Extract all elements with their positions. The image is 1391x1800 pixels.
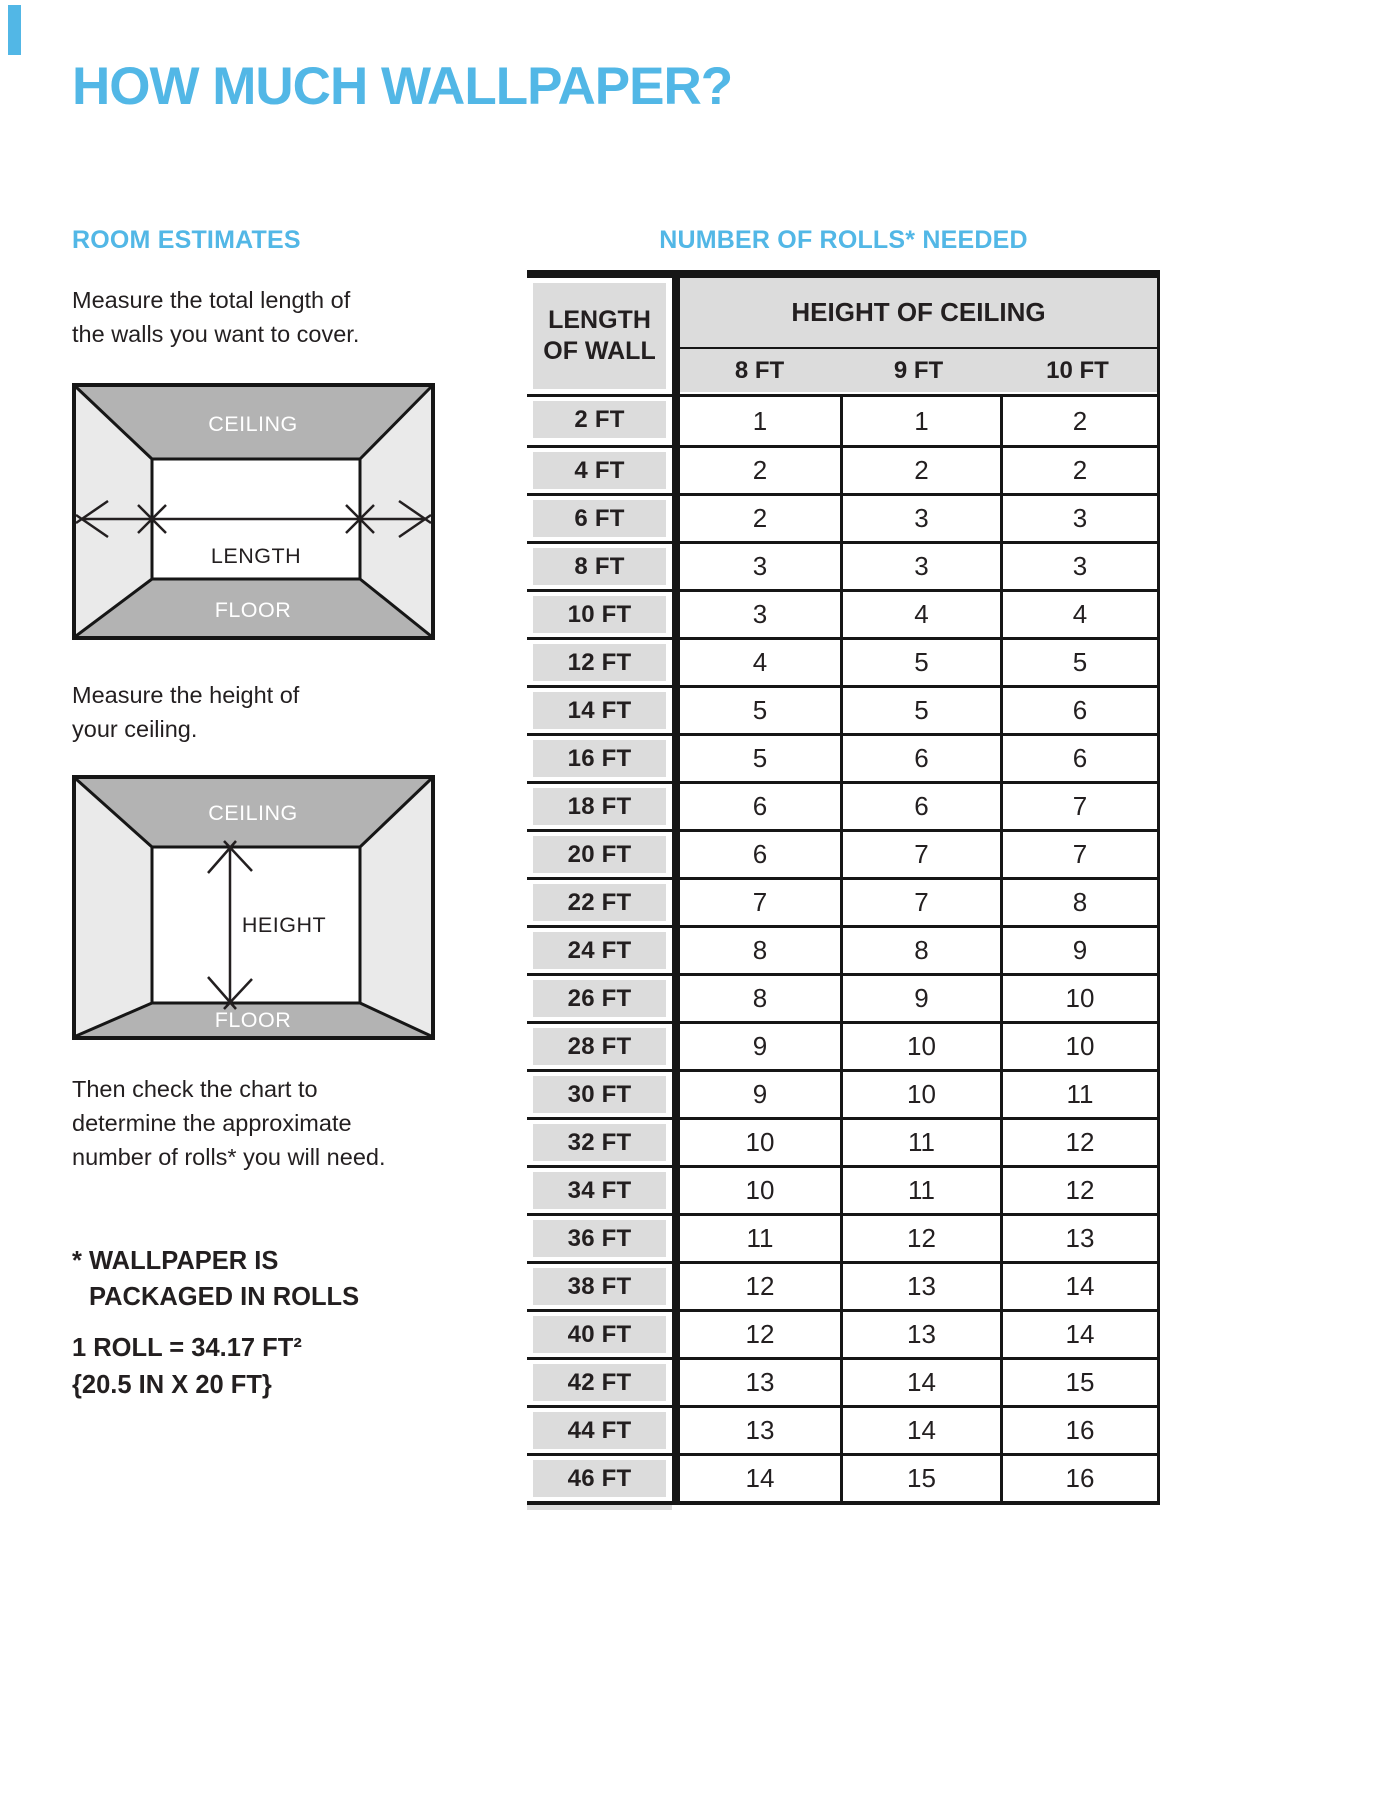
paragraph-line: Measure the height of xyxy=(72,682,300,708)
paragraph-line: Measure the total length of xyxy=(72,287,351,313)
cell-9ft: 14 xyxy=(840,1360,1000,1405)
cell-9ft: 10 xyxy=(840,1024,1000,1069)
table-row xyxy=(527,1357,1160,1405)
cell-8ft: 9 xyxy=(680,1024,840,1069)
wallpaper-rolls-footnote xyxy=(72,1243,359,1315)
cell-8ft: 10 xyxy=(680,1120,840,1165)
height-label: HEIGHT xyxy=(241,913,327,937)
cell-8ft: 4 xyxy=(680,640,840,685)
row-label: 14 FT xyxy=(533,692,666,729)
table-row xyxy=(527,1405,1160,1453)
cell-10ft: 11 xyxy=(1000,1072,1160,1117)
table-row xyxy=(527,493,1160,541)
cell-10ft: 7 xyxy=(1000,832,1160,877)
cell-9ft: 3 xyxy=(840,544,1000,589)
row-label: 2 FT xyxy=(533,401,666,438)
row-label: 36 FT xyxy=(533,1220,666,1257)
cell-8ft: 7 xyxy=(680,880,840,925)
cell-8ft: 14 xyxy=(680,1456,840,1501)
table-row xyxy=(527,1213,1160,1261)
cell-10ft: 12 xyxy=(1000,1168,1160,1213)
table-row xyxy=(527,733,1160,781)
cell-10ft: 14 xyxy=(1000,1312,1160,1357)
cell-9ft: 12 xyxy=(840,1216,1000,1261)
table-header xyxy=(527,278,1160,397)
roll-size-line: 1 ROLL = 34.17 FT² xyxy=(72,1334,302,1362)
cell-10ft: 3 xyxy=(1000,544,1160,589)
accent-bar xyxy=(8,5,21,55)
row-label: 46 FT xyxy=(533,1460,666,1497)
floor-label: FLOOR xyxy=(214,598,292,622)
measure-length-paragraph xyxy=(72,283,359,351)
cell-8ft: 11 xyxy=(680,1216,840,1261)
table-row xyxy=(527,781,1160,829)
cell-10ft: 4 xyxy=(1000,592,1160,637)
cell-9ft: 8 xyxy=(840,928,1000,973)
column-header-8ft: 8 FT xyxy=(734,356,785,384)
cell-9ft: 3 xyxy=(840,496,1000,541)
cell-10ft: 15 xyxy=(1000,1360,1160,1405)
cell-8ft: 2 xyxy=(680,496,840,541)
row-label: 44 FT xyxy=(533,1412,666,1449)
cell-9ft: 2 xyxy=(840,448,1000,493)
cell-10ft: 6 xyxy=(1000,736,1160,781)
row-label: 28 FT xyxy=(533,1028,666,1065)
roll-size-info xyxy=(72,1330,302,1404)
table-row xyxy=(527,1021,1160,1069)
cell-8ft: 13 xyxy=(680,1408,840,1453)
cell-9ft: 6 xyxy=(840,784,1000,829)
table-row xyxy=(527,877,1160,925)
cell-10ft: 13 xyxy=(1000,1216,1160,1261)
cell-9ft: 7 xyxy=(840,832,1000,877)
cell-8ft: 6 xyxy=(680,832,840,877)
row-label: 22 FT xyxy=(533,884,666,921)
length-label: LENGTH xyxy=(210,544,302,568)
cell-8ft: 8 xyxy=(680,928,840,973)
cell-10ft: 7 xyxy=(1000,784,1160,829)
ceiling-label: CEILING xyxy=(208,412,298,436)
cell-8ft: 8 xyxy=(680,976,840,1021)
cell-8ft: 3 xyxy=(680,544,840,589)
row-label: 26 FT xyxy=(533,980,666,1017)
row-label: 40 FT xyxy=(533,1316,666,1353)
table-row xyxy=(527,541,1160,589)
roll-size-line: {20.5 IN X 20 FT} xyxy=(72,1371,272,1399)
table-row xyxy=(527,397,1160,445)
table-row xyxy=(527,925,1160,973)
cell-9ft: 10 xyxy=(840,1072,1000,1117)
cell-9ft: 13 xyxy=(840,1264,1000,1309)
cell-10ft: 16 xyxy=(1000,1408,1160,1453)
column-headers xyxy=(680,349,1157,392)
room-estimates-heading: ROOM ESTIMATES xyxy=(72,226,301,254)
cell-8ft: 10 xyxy=(680,1168,840,1213)
cell-9ft: 11 xyxy=(840,1168,1000,1213)
floor-label: FLOOR xyxy=(214,1008,292,1032)
page-title: HOW MUCH WALLPAPER? xyxy=(72,57,733,116)
cell-8ft: 5 xyxy=(680,688,840,733)
cell-9ft: 7 xyxy=(840,880,1000,925)
cell-9ft: 15 xyxy=(840,1456,1000,1501)
column-header-10ft: 10 FT xyxy=(1046,356,1109,384)
table-row xyxy=(527,1309,1160,1357)
rolls-table xyxy=(527,270,1160,1510)
cell-9ft: 1 xyxy=(840,397,1000,445)
row-label: 6 FT xyxy=(533,500,666,537)
cell-10ft: 6 xyxy=(1000,688,1160,733)
table-footer-stub xyxy=(527,1505,672,1510)
cell-8ft: 12 xyxy=(680,1264,840,1309)
cell-9ft: 6 xyxy=(840,736,1000,781)
table-row xyxy=(527,1117,1160,1165)
cell-10ft: 5 xyxy=(1000,640,1160,685)
table-row xyxy=(527,1069,1160,1117)
cell-8ft: 1 xyxy=(680,397,840,445)
paragraph-line: your ceiling. xyxy=(72,716,198,742)
cell-10ft: 16 xyxy=(1000,1456,1160,1501)
row-label: 30 FT xyxy=(533,1076,666,1113)
footnote-line: * WALLPAPER IS xyxy=(72,1247,279,1275)
column-header-9ft: 9 FT xyxy=(893,356,944,384)
cell-8ft: 5 xyxy=(680,736,840,781)
cell-10ft: 3 xyxy=(1000,496,1160,541)
row-label: 34 FT xyxy=(533,1172,666,1209)
cell-9ft: 5 xyxy=(840,688,1000,733)
ceiling-height-diagram xyxy=(72,775,435,1040)
column-group-header: HEIGHT OF CEILING xyxy=(680,278,1157,349)
cell-9ft: 14 xyxy=(840,1408,1000,1453)
paragraph-line: the walls you want to cover. xyxy=(72,321,360,347)
row-label: 16 FT xyxy=(533,740,666,777)
table-row xyxy=(527,685,1160,733)
row-label: 12 FT xyxy=(533,644,666,681)
cell-8ft: 6 xyxy=(680,784,840,829)
row-label: 10 FT xyxy=(533,596,666,633)
row-label: 18 FT xyxy=(533,788,666,825)
row-label: 4 FT xyxy=(533,452,666,489)
table-row xyxy=(527,1261,1160,1309)
table-row xyxy=(527,973,1160,1021)
cell-10ft: 14 xyxy=(1000,1264,1160,1309)
cell-10ft: 8 xyxy=(1000,880,1160,925)
rolls-needed-heading: NUMBER OF ROLLS* NEEDED xyxy=(659,226,1028,254)
row-label: 20 FT xyxy=(533,836,666,873)
table-body xyxy=(527,397,1160,1505)
cell-8ft: 3 xyxy=(680,592,840,637)
row-label: 24 FT xyxy=(533,932,666,969)
cell-10ft: 2 xyxy=(1000,397,1160,445)
row-label: 42 FT xyxy=(533,1364,666,1401)
row-group-header: LENGTH OF WALL xyxy=(533,283,666,389)
table-row xyxy=(527,589,1160,637)
row-label: 32 FT xyxy=(533,1124,666,1161)
cell-9ft: 4 xyxy=(840,592,1000,637)
paragraph-line: number of rolls* you will need. xyxy=(72,1144,386,1170)
table-row xyxy=(527,1165,1160,1213)
table-row xyxy=(527,1453,1160,1501)
room-length-diagram xyxy=(72,383,435,640)
check-chart-paragraph xyxy=(72,1072,386,1174)
cell-10ft: 10 xyxy=(1000,976,1160,1021)
cell-9ft: 11 xyxy=(840,1120,1000,1165)
cell-10ft: 9 xyxy=(1000,928,1160,973)
cell-9ft: 5 xyxy=(840,640,1000,685)
cell-9ft: 9 xyxy=(840,976,1000,1021)
cell-8ft: 12 xyxy=(680,1312,840,1357)
paragraph-line: determine the approximate xyxy=(72,1110,352,1136)
cell-10ft: 2 xyxy=(1000,448,1160,493)
cell-8ft: 13 xyxy=(680,1360,840,1405)
measure-height-paragraph xyxy=(72,678,299,746)
table-row xyxy=(527,829,1160,877)
paragraph-line: Then check the chart to xyxy=(72,1076,318,1102)
table-row xyxy=(527,445,1160,493)
row-label: 8 FT xyxy=(533,548,666,585)
footnote-line: PACKAGED IN ROLLS xyxy=(89,1283,360,1311)
cell-9ft: 13 xyxy=(840,1312,1000,1357)
cell-8ft: 2 xyxy=(680,448,840,493)
table-row xyxy=(527,637,1160,685)
cell-8ft: 9 xyxy=(680,1072,840,1117)
row-label: 38 FT xyxy=(533,1268,666,1305)
ceiling-label: CEILING xyxy=(208,801,298,825)
table-thick-divider xyxy=(672,278,680,1505)
cell-10ft: 10 xyxy=(1000,1024,1160,1069)
cell-10ft: 12 xyxy=(1000,1120,1160,1165)
